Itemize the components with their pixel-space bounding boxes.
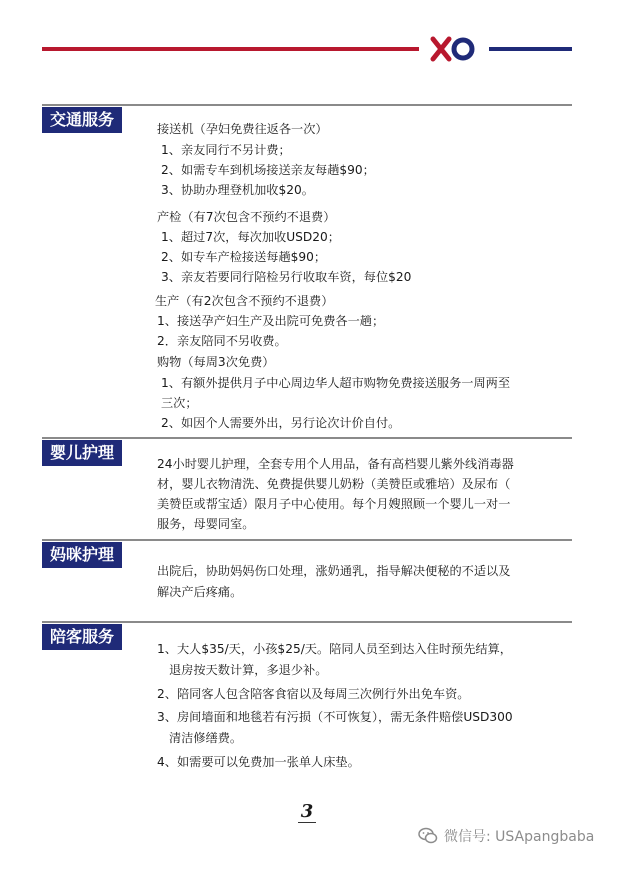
section-title-guest-service: 陪客服务: [42, 624, 122, 650]
list-item: 3、房间墙面和地毯若有污损（不可恢复），需无条件赔偿USD300: [157, 710, 513, 724]
list-item: 1、接送孕产妇生产及出院可免费各一趟；: [157, 314, 385, 328]
section-title-baby-care: 婴儿护理: [42, 440, 122, 466]
list-item: 1、亲友同行不另计费；: [161, 143, 291, 157]
watermark: [418, 826, 594, 846]
section-title-mom-care: 妈咪护理: [42, 542, 122, 568]
list-item: 2、如需专车到机场接送亲友每趟$90；: [161, 163, 375, 177]
list-item: 3、协助办理登机加收$20。: [161, 183, 314, 197]
page-number: 3: [298, 802, 316, 823]
list-item: 3、亲友若要同行陪检另行收取车资，每位$20: [161, 270, 412, 284]
paragraph-line: 服务，母婴同室。: [157, 517, 255, 531]
list-item: 2．亲友陪同不另收费。: [157, 334, 287, 348]
group-heading: 接送机（孕妇免费往返各一次）: [157, 122, 328, 136]
section-divider: [42, 104, 572, 106]
paragraph-line: 出院后，协助妈妈伤口处理，涨奶通乳，指导解决便秘的不适以及: [157, 564, 511, 578]
section-divider: [42, 539, 572, 541]
list-item: 2、如专车产检接送每趟$90；: [161, 250, 327, 264]
list-item: 4、如需要可以免费加一张单人床垫。: [157, 755, 360, 769]
list-item: 1、超过7次，每次加收USD20；: [161, 230, 340, 244]
section-title-transport: 交通服务: [42, 107, 122, 133]
list-item: 1、大人$35/天，小孩$25/天。陪同人员至到达入住时预先结算，: [157, 642, 512, 656]
watermark-text: 微信号: USApangbaba: [444, 829, 595, 845]
section-divider: [42, 621, 572, 623]
list-item: 1、有额外提供月子中心周边华人超市购物免费接送服务一周两至: [161, 376, 511, 390]
group-heading: 购物（每周3次免费）: [157, 355, 275, 369]
list-item: 清洁修缮费。: [169, 731, 243, 745]
brand-logo-icon: [430, 34, 478, 64]
group-heading: 产检（有7次包含不预约不退费）: [157, 210, 336, 224]
list-item: 退房按天数计算，多退少补。: [169, 663, 328, 677]
paragraph-line: 解决产后疼痛。: [157, 585, 243, 599]
paragraph-line: 材，婴儿衣物清洗、免费提供婴儿奶粉（美赞臣或雅培）及尿布（: [157, 477, 511, 491]
list-item: 2、陪同客人包含陪客食宿以及每周三次例行外出免车资。: [157, 687, 470, 701]
header-red-bar: [42, 47, 419, 51]
paragraph-line: 24小时婴儿护理，全套专用个人用品，备有高档婴儿紫外线消毒器: [157, 457, 514, 471]
list-item: 三次；: [161, 396, 198, 410]
section-divider: [42, 437, 572, 439]
wechat-icon: [418, 827, 438, 845]
list-item: 2、如因个人需要外出，另行论次计价自付。: [161, 416, 401, 430]
group-heading: 生产（有2次包含不预约不退费）: [155, 294, 334, 308]
header-blue-bar: [489, 47, 572, 51]
paragraph-line: 美赞臣或帮宝适）限月子中心使用。每个月嫂照顾一个婴儿一对一: [157, 497, 511, 511]
